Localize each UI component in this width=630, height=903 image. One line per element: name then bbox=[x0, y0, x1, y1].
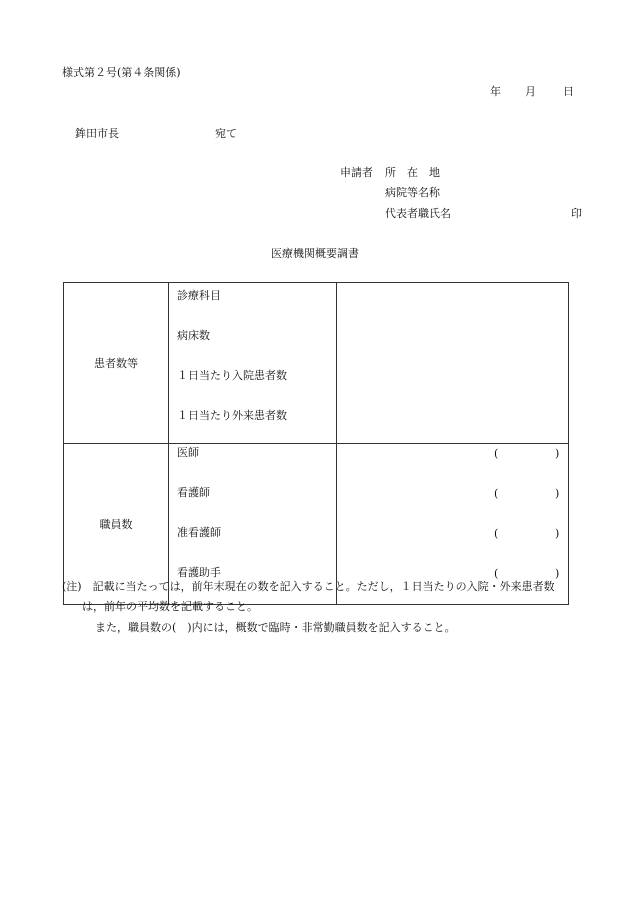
item-daily-outpatients: １日当たり外来患者数 bbox=[177, 409, 287, 422]
applicant-field-representative: 代表者職氏名 bbox=[385, 207, 451, 220]
note-line-3: また，職員数の( )内には，概数で臨時・非常勤職員数を記入すること。 bbox=[95, 621, 456, 634]
item-doctors: 医師 bbox=[177, 446, 199, 459]
addressee: 鉾田市長 bbox=[75, 127, 119, 140]
value-row-nurses[interactable]: ( ) bbox=[494, 487, 560, 500]
item-daily-inpatients: １日当たり入院患者数 bbox=[177, 369, 287, 382]
seal-mark: 印 bbox=[571, 207, 582, 220]
summary-table bbox=[63, 282, 569, 605]
item-assistant-nurses: 准看護師 bbox=[177, 526, 221, 539]
item-nursing-aides: 看護助手 bbox=[177, 566, 221, 579]
items-cell bbox=[169, 283, 337, 444]
value-row-doctors[interactable]: ( ) bbox=[494, 447, 560, 460]
date-line bbox=[490, 86, 574, 97]
note-line-2: は，前年の平均数を記載すること。 bbox=[82, 600, 258, 613]
group-label-patients: 患者数等 bbox=[64, 283, 169, 444]
applicant-field-address: 所 在 地 bbox=[385, 166, 440, 179]
table-row bbox=[64, 283, 569, 444]
value-row-nursing-aides[interactable]: ( ) bbox=[494, 567, 560, 580]
date-month-label: 月 bbox=[525, 85, 536, 98]
addressee-suffix: 宛て bbox=[215, 127, 237, 140]
date-day-label: 日 bbox=[563, 85, 574, 98]
item-specialties: 診療科目 bbox=[177, 289, 221, 302]
applicant-field-hospital-name: 病院等名称 bbox=[385, 186, 440, 199]
value-cell-patients[interactable] bbox=[337, 283, 569, 444]
form-number: 様式第２号(第４条関係) bbox=[62, 66, 181, 79]
item-bed-count: 病床数 bbox=[177, 329, 210, 342]
document-title: 医療機関概要調書 bbox=[271, 247, 359, 260]
group-label-staff: 職員数 bbox=[64, 444, 169, 605]
value-row-assistant-nurses[interactable]: ( ) bbox=[494, 527, 560, 540]
note-line-1: (注) 記載に当たっては，前年末現在の数を記入すること。ただし，１日当たりの入院・外来患者数 bbox=[62, 580, 555, 593]
applicant-label: 申請者 bbox=[340, 166, 373, 179]
item-nurses: 看護師 bbox=[177, 486, 210, 499]
date-year-label: 年 bbox=[490, 85, 501, 98]
